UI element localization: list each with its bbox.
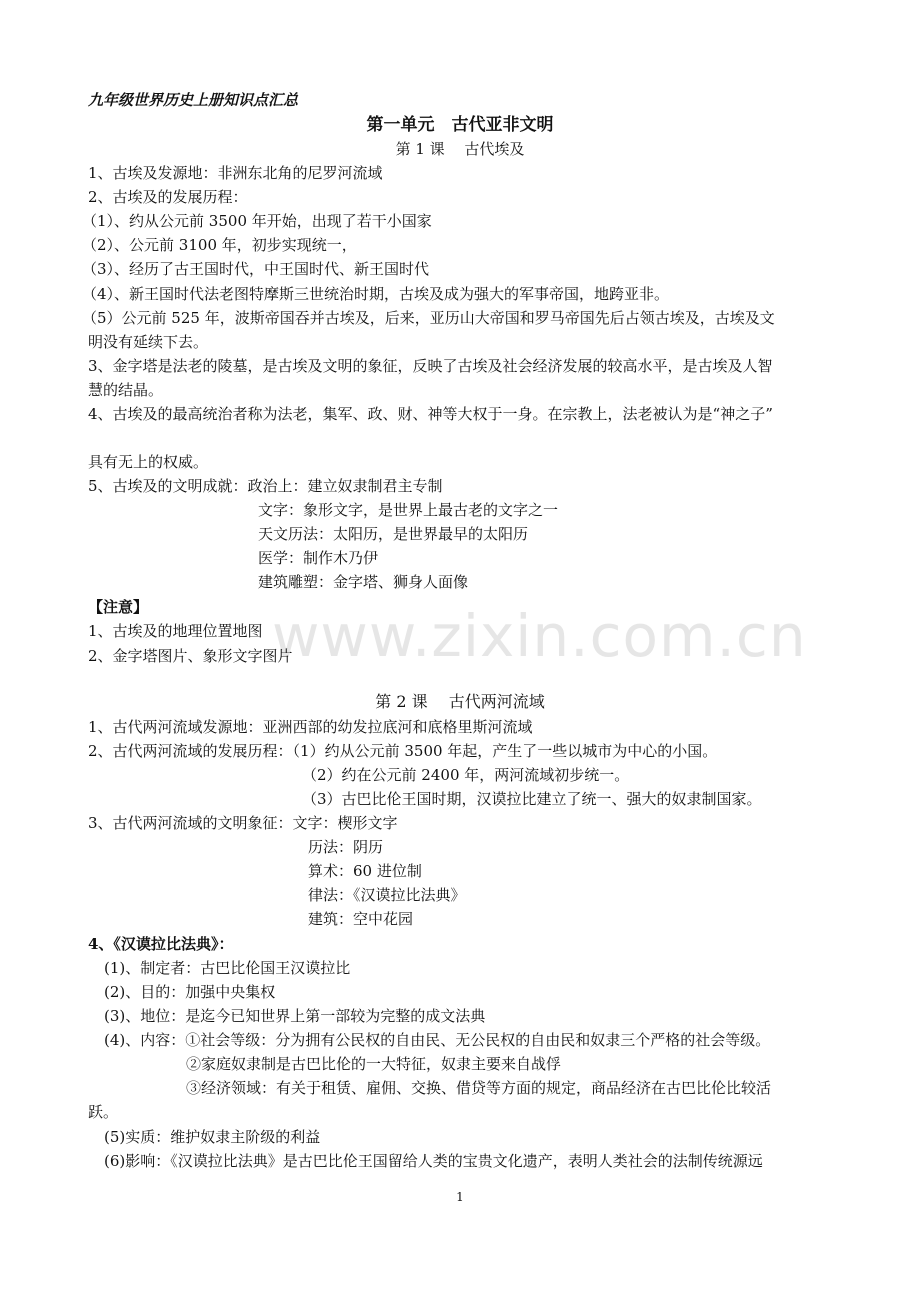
code-item-3: (3)、地位：是迄今已知世界上第一部较为完整的成文法典 [104, 1007, 486, 1025]
code-item-4-economy-cont: 跃。 [88, 1103, 119, 1121]
page-number: 1 [456, 1190, 464, 1204]
l2-point-3-law: 律法：《汉谟拉比法典》 [308, 886, 466, 904]
l1-point-4b: 具有无上的权威。 [88, 453, 209, 471]
note-item-1: 1、古埃及的地理位置地图 [88, 622, 263, 640]
l2-point-2-stage-2: （2）约在公元前 2400 年，两河流域初步统一。 [302, 766, 630, 784]
l1-sub-3: （3）、经历了古王国时代，中王国时代、新王国时代 [82, 260, 430, 278]
l1-point-5-writing: 文字：象形文字，是世界上最古老的文字之一 [258, 501, 559, 519]
l1-sub-4: （4）、新王国时代法老图特摩斯三世统治时期，古埃及成为强大的军事帝国，地跨亚非。 [82, 285, 670, 303]
l1-sub-2: （2）、公元前 3100 年，初步实现统一， [82, 236, 357, 254]
l1-sub-5a: （5）公元前 525 年，波斯帝国吞并古埃及，后来，亚历山大帝国和罗马帝国先后占领古埃及，古埃及文 [82, 309, 775, 327]
lesson-2-title: 第 2 课 古代两河流域 [375, 692, 545, 711]
l2-point-3-calendar: 历法：阴历 [308, 838, 384, 856]
l1-point-4a: 4、古埃及的最高统治者称为法老，集军、政、财、神等大权于一身。在宗教上，法老被认为是“神之子” [88, 405, 773, 423]
l2-point-2: 2、古代两河流域的发展历程：（1）约从公元前 3500 年起，产生了一些以城市为中心的小国。 [88, 742, 718, 760]
l1-point-1: 1、古埃及发源地：非洲东北角的尼罗河流域 [88, 164, 383, 182]
note-item-2: 2、金字塔图片、象形文字图片 [88, 647, 293, 665]
l1-point-5-calendar: 天文历法：太阳历，是世界最早的太阳历 [258, 525, 529, 543]
l2-point-3-math: 算术：60 进位制 [308, 862, 422, 880]
watermark: www.zixin.com.cn [272, 602, 807, 670]
code-item-4-family: ②家庭奴隶制是古巴比伦的一大特征，奴隶主要来自战俘 [186, 1055, 562, 1073]
code-item-6: (6)影响：《汉谟拉比法典》是古巴比伦王国留给人类的宝贵文化遗产，表明人类社会的法制传统源远 [104, 1152, 763, 1170]
l1-point-5-architecture: 建筑雕塑：金字塔、狮身人面像 [258, 573, 469, 591]
l2-point-1: 1、古代两河流域发源地：亚洲西部的幼发拉底河和底格里斯河流域 [88, 718, 533, 736]
l1-sub-5b: 明没有延续下去。 [88, 333, 209, 351]
code-item-2: (2)、目的：加强中央集权 [104, 983, 276, 1001]
l1-point-5: 5、古埃及的文明成就：政治上：建立奴隶制君主专制 [88, 477, 443, 495]
code-item-5: (5)实质：维护奴隶主阶级的利益 [104, 1128, 321, 1146]
code-item-1: (1)、制定者：古巴比伦国王汉谟拉比 [104, 959, 351, 977]
note-label: 【注意】 [88, 598, 149, 616]
code-item-4-economy: ③经济领域：有关于租赁、雇佣、交换、借贷等方面的规定，商品经济在古巴比伦比较活 [186, 1079, 772, 1097]
l2-point-3-architecture: 建筑：空中花园 [308, 910, 414, 928]
l2-point-4-heading: 4、《汉谟拉比法典》： [88, 935, 234, 953]
unit-title: 第一单元 古代亚非文明 [366, 115, 554, 135]
l2-point-3: 3、古代两河流域的文明象征：文字：楔形文字 [88, 814, 398, 832]
code-item-4: (4)、内容：①社会等级：分为拥有公民权的自由民、无公民权的自由民和奴隶三个严格的社会等级。 [104, 1031, 771, 1049]
l2-point-2-stage-3: （3）古巴比伦王国时期，汉谟拉比建立了统一、强大的奴隶制国家。 [302, 790, 762, 808]
document-title: 九年级世界历史上册知识点汇总 [88, 91, 299, 109]
l1-point-3a: 3、金字塔是法老的陵墓，是古埃及文明的象征，反映了古埃及社会经济发展的较高水平，是古埃及人智 [88, 357, 773, 375]
l1-sub-1: （1）、约从公元前 3500 年开始，出现了若干小国家 [82, 212, 432, 230]
l1-point-3b: 慧的结晶。 [88, 381, 164, 399]
lesson-1-title: 第 1 课 古代埃及 [395, 140, 525, 158]
l1-point-2: 2、古埃及的发展历程： [88, 188, 248, 206]
l1-point-5-medicine: 医学：制作木乃伊 [258, 549, 379, 567]
